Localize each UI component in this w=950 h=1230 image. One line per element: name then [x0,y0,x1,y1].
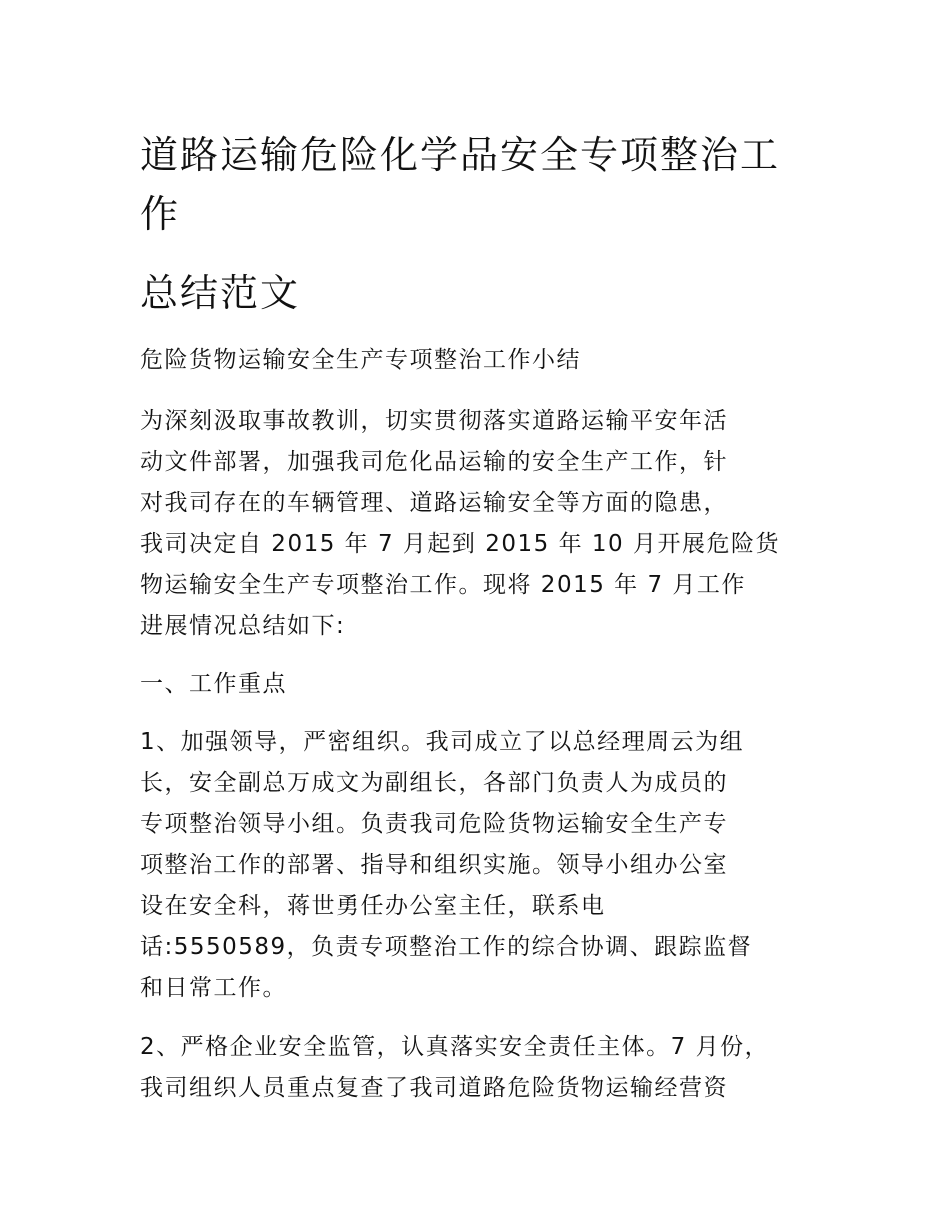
document-title-line-1: 道路运输危险化学品安全专项整治工 [140,133,781,177]
section-heading-text: 一、工作重点 [140,671,287,697]
paragraph-line: 我司组织人员重点复查了我司道路危险货物运输经营资 [140,1075,728,1101]
document-title-line-2: 作 [140,192,181,236]
paragraph-line: 物运输安全生产专项整治工作。现将 2015 年 7 月工作 [140,572,746,598]
paragraph-line: 进展情况总结如下: [140,613,346,639]
section-heading [140,664,830,705]
item-2-paragraph [140,1027,830,1109]
paragraph-line: 1、加强领导，严密组织。我司成立了以总经理周云为组 [140,729,745,755]
paragraph-line: 长，安全副总万成文为副组长，各部门负责人为成员的 [140,770,728,796]
paragraph-line: 为深刻汲取事故教训，切实贯彻落实道路运输平安年活 [140,408,728,434]
paragraph-line: 我司决定自 2015 年 7 月起到 2015 年 10 月开展危险货 [140,531,780,557]
document-title-line-3: 总结范文 [140,271,301,315]
paragraph-line: 动文件部署，加强我司危化品运输的安全生产工作，针 [140,449,728,475]
paragraph-line: 项整治工作的部署、指导和组织实施。领导小组办公室 [140,852,728,878]
document-subtitle: 危险货物运输安全生产专项整治工作小结 [140,347,581,373]
paragraph-line: 话:5550589，负责专项整治工作的综合协调、跟踪监督 [140,934,753,960]
item-1-paragraph [140,722,830,1009]
paragraph-line: 和日常工作。 [140,975,287,1001]
intro-paragraph [140,401,830,647]
paragraph-line: 专项整治领导小组。负责我司危险货物运输安全生产专 [140,811,728,837]
paragraph-line: 设在安全科，蒋世勇任办公室主任，联系电 [140,893,606,919]
paragraph-line: 2、严格企业安全监管，认真落实安全责任主体。7 月份， [140,1034,770,1060]
paragraph-line: 对我司存在的车辆管理、道路运输安全等方面的隐患， [140,490,728,516]
